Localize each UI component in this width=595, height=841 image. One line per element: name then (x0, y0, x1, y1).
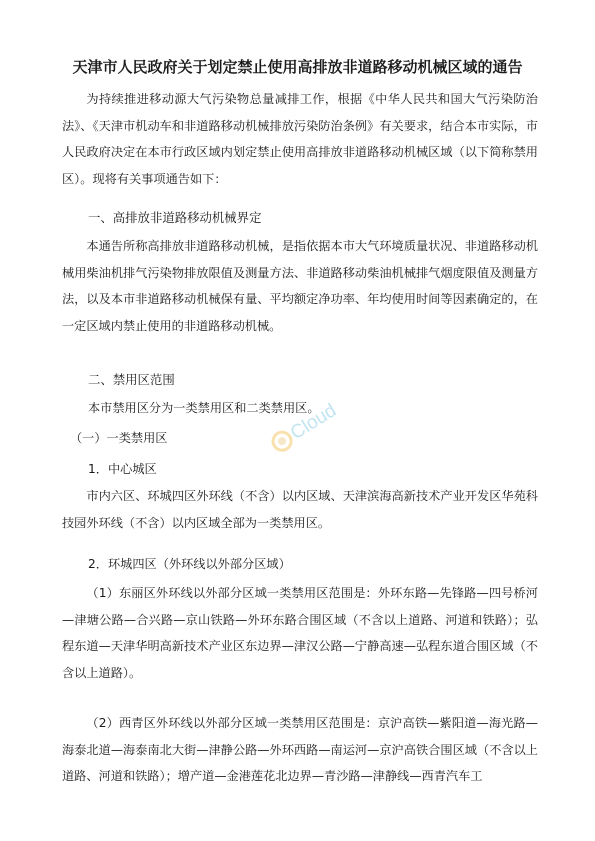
document-title: 天津市人民政府关于划定禁止使用高排放非道路移动机械区域的通告 (72, 58, 523, 76)
item2-heading: 2．环城四区（外环线以外部分区域） (88, 557, 291, 571)
section2-intro: 本市禁用区分为一类禁用区和二类禁用区。 (88, 401, 320, 415)
item1-paragraph: 市内六区、环城四区外环线（不含）以内区域、天津滨海高新技术产业开发区华苑科技园外环线（不含）以内区域全部为一类禁用区。 (62, 489, 538, 530)
section1-heading: 一、高排放非道路移动机械界定 (88, 210, 262, 225)
section1-paragraph: 本通告所称高排放非道路移动机械，是指依据本市大气环境质量状况、非道路移动机械用柴油机排气污染物排放限值及测量方法、非道路移动柴油机械排气烟度限值及测量方法，以及本市非道路移动机械保有量、平均额定净功率、年均使用时间等因素确定的，在一定区域内禁止使用的非道路移动机械。 (62, 239, 538, 333)
item2-paragraph-1: （1）东丽区外环线以外部分区域一类禁用区范围是：外环东路—先锋路—四号桥河—津塘公路—合兴路—京山铁路—外环东路合围区域（不含以上道路、河道和铁路）；弘程东道—天津华明高新技术产业区东边界—津汉公路—宁静高速—弘程东道合围区域（不含以上道路）。 (62, 586, 538, 680)
section2-heading: 二、禁用区范围 (88, 372, 175, 387)
item2-paragraph-2: （2）西青区外环线以外部分区域一类禁用区范围是：京沪高铁—紫阳道—海光路—海泰北道—海泰南北大街—津静公路—外环西路—南运河—京沪高铁合围区域（不含以上道路、河道和铁路）；增产道—金港莲花北边界—青沙路—津静线—西青汽车工 (62, 716, 538, 783)
item1-heading: 1．中心城区 (88, 462, 157, 476)
watermark-text: Cloud (286, 400, 341, 445)
intro-paragraph: 为持续推进移动源大气污染物总量减排工作，根据《中华人民共和国大气污染防治法》、《天津市机动车和非道路移动机械排放污染防治条例》有关要求，结合本市实际，市人民政府决定在本市行政区域内划定禁止使用高排放非道路移动机械区域（以下简称禁用区）。现将有关事项通告如下： (62, 92, 538, 186)
subsection1-heading: （一）一类禁用区 (70, 431, 168, 445)
